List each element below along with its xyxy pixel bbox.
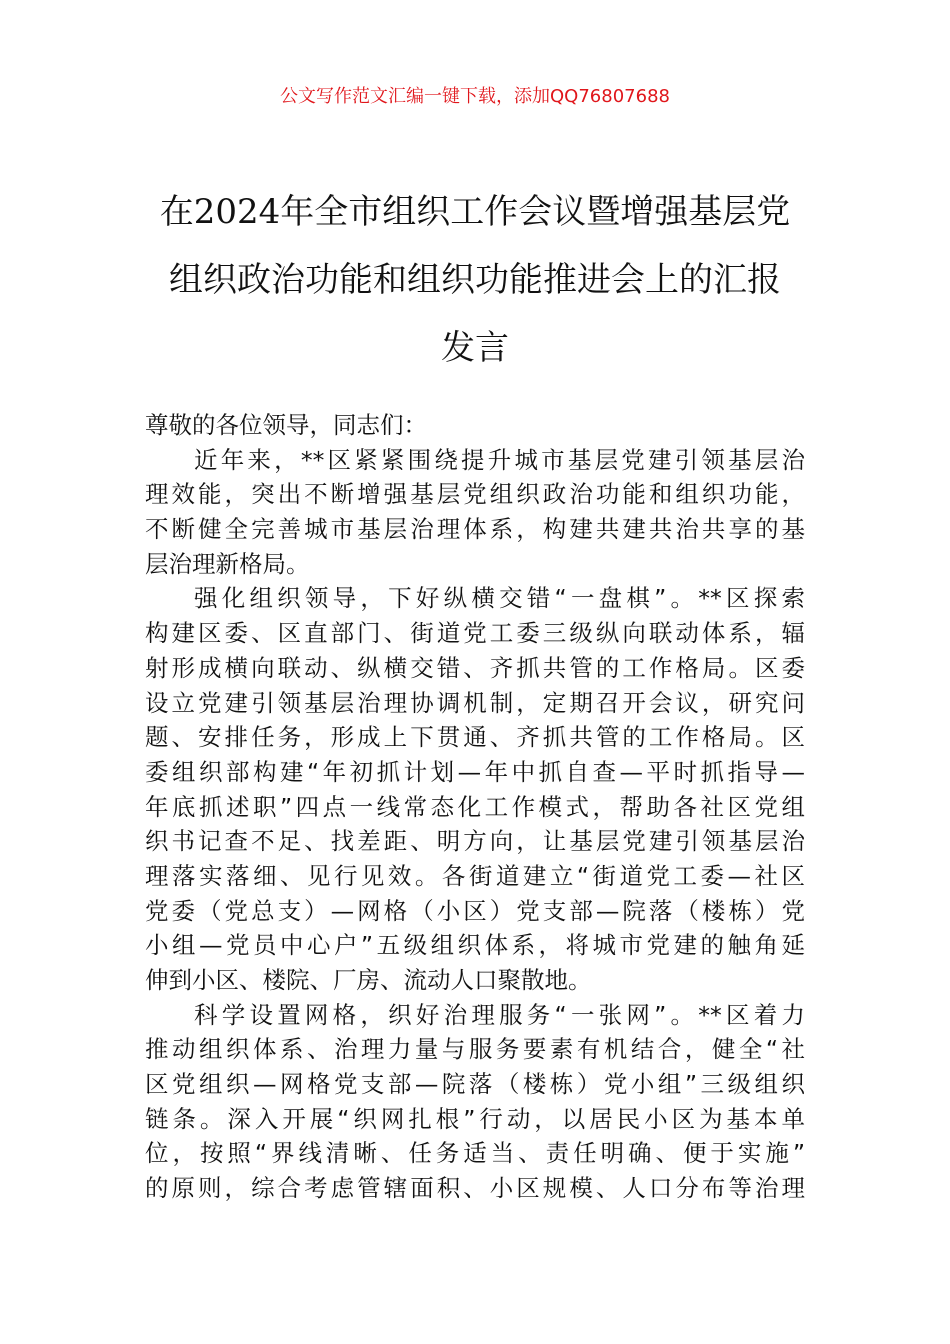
paragraph-line: 织书记查不足、找差距、明方向，让基层党建引领基层治 (145, 827, 805, 856)
paragraph-line: 链条。深入开展“织网扎根”行动，以居民小区为基本单 (145, 1104, 805, 1133)
watermark-header: 公文写作范文汇编一键下载，添加QQ76807688 (280, 86, 670, 107)
paragraph-line: 伸到小区、楼院、厂房、流动人口聚散地。 (145, 966, 592, 994)
paragraph-line: 位，按照“界线清晰、任务适当、责任明确、便于实施” (145, 1139, 805, 1168)
paragraph-line: 题、安排任务，形成上下贯通、齐抓共管的工作格局。区 (145, 723, 805, 752)
paragraph-line: 党委（党总支）—网格（小区）党支部—院落（楼栋）党 (145, 896, 805, 925)
paragraph-line: 设立党建引领基层治理协调机制，定期召开会议，研究问 (145, 688, 805, 717)
paragraph-line: 理效能，突出不断增强基层党组织政治功能和组织功能， (145, 480, 805, 509)
paragraph (145, 998, 805, 1206)
paragraph-line: 科学设置网格，织好治理服务“一张网”。**区着力 (194, 1000, 805, 1029)
document-title (120, 178, 830, 382)
paragraph (145, 581, 805, 997)
paragraph-line: 强化组织领导，下好纵横交错“一盘棋”。**区探索 (194, 584, 805, 613)
paragraph-line: 推动组织体系、治理力量与服务要素有机结合，健全“社 (145, 1035, 805, 1064)
paragraph-line: 层治理新格局。 (145, 549, 310, 578)
paragraph (145, 443, 805, 582)
paragraph-line: 的原则，综合考虑管辖面积、小区规模、人口分布等治理 (145, 1174, 805, 1203)
paragraph-line: 小组—党员中心户”五级组织体系，将城市党建的触角延 (145, 931, 805, 960)
title-line: 发言 (441, 328, 509, 368)
paragraph-line: 区党组织—网格党支部—院落（楼栋）党小组”三级组织 (145, 1070, 805, 1099)
title-line: 组织政治功能和组织功能推进会上的汇报 (169, 260, 781, 300)
paragraph-line: 委组织部构建“年初抓计划—年中抓自查—平时抓指导— (145, 757, 805, 786)
document-body (145, 408, 805, 1206)
paragraph-line: 近年来，**区紧紧围绕提升城市基层党建引领基层治 (194, 445, 805, 474)
paragraph-line: 理落实落细、见行见效。各街道建立“街道党工委—社区 (145, 861, 805, 890)
paragraph-line: 不断健全完善城市基层治理体系，构建共建共治共享的基 (145, 515, 805, 544)
paragraph-line: 射形成横向联动、纵横交错、齐抓共管的工作格局。区委 (145, 653, 805, 682)
paragraph-line: 年底抓述职”四点一线常态化工作模式，帮助各社区党组 (145, 792, 805, 821)
paragraph-line: 构建区委、区直部门、街道党工委三级纵向联动体系，辐 (145, 619, 805, 648)
salutation: 尊敬的各位领导，同志们： (145, 411, 427, 439)
title-line: 在2024年全市组织工作会议暨增强基层党 (159, 192, 791, 232)
